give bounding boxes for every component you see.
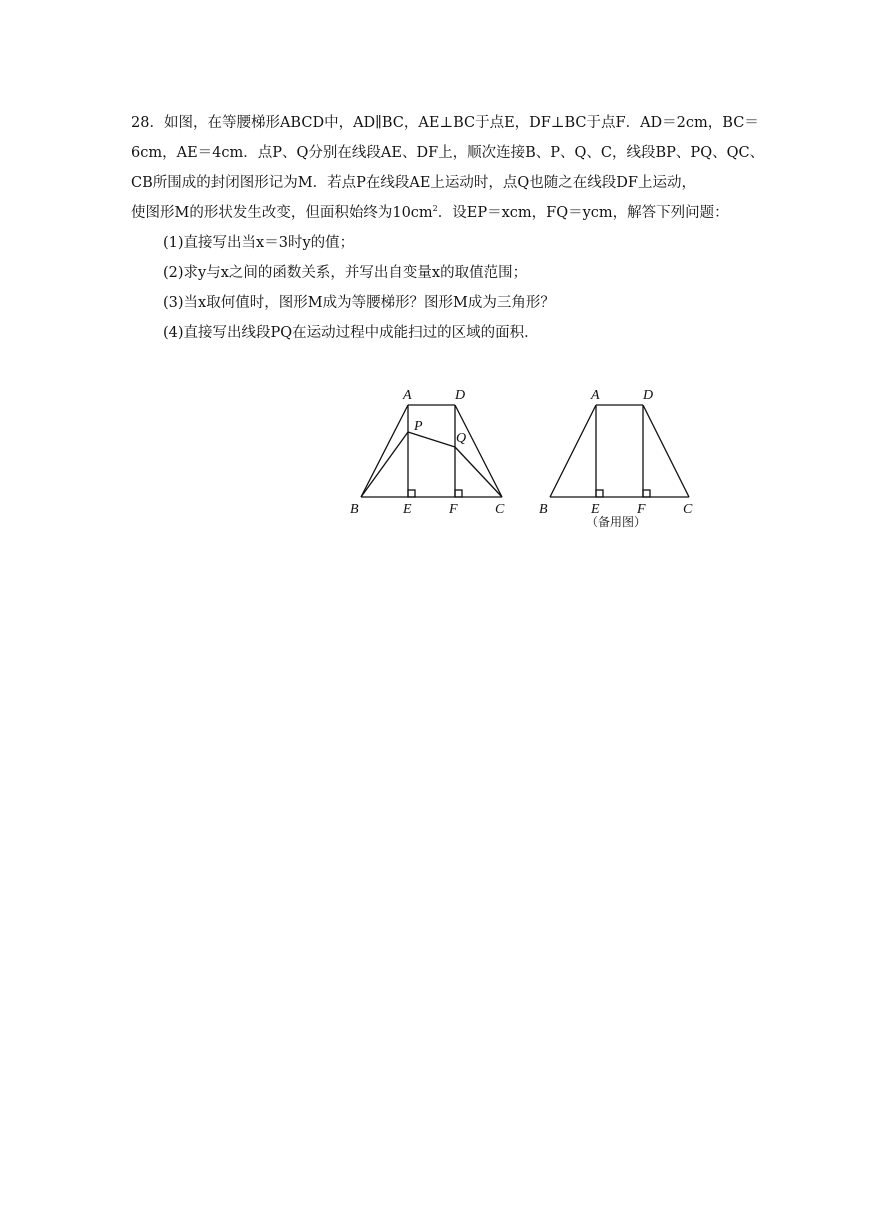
label-D: D	[455, 388, 466, 403]
label-F: F	[637, 502, 646, 517]
label-A: A	[591, 388, 600, 403]
segment-DC	[643, 405, 689, 497]
right-angle-mark-F	[455, 490, 462, 497]
question-3: (3)当x取何值时，图形M成为等腰梯形？图形M成为三角形？	[163, 295, 555, 311]
label-A: A	[403, 388, 412, 403]
label-D: D	[643, 388, 654, 403]
segment-PQ	[408, 432, 455, 447]
right-angle-mark-E	[408, 490, 415, 497]
segment-AB	[550, 405, 596, 497]
right-angle-mark-E	[596, 490, 603, 497]
problem-number: 28．	[131, 115, 164, 131]
figure-trapezoid-spare	[535, 380, 705, 530]
label-C: C	[683, 502, 693, 517]
problem-text-1: 如图，在等腰梯形ABCD中，AD∥BC，AE⊥BC于点E，DF⊥BC于点F．AD＝2cm，BC＝	[163, 115, 759, 131]
label-B: B	[539, 502, 548, 517]
superscript-2: 2	[432, 204, 438, 213]
question-4: (4)直接写出线段PQ在运动过程中成能扫过的区域的面积．	[163, 325, 539, 341]
problem-line-2: 6cm，AE＝4cm．点P、Q分别在线段AE、DF上，顺次连接B、P、Q、C，线段BP、PQ、QC、	[131, 145, 765, 161]
label-B: B	[350, 502, 359, 517]
question-2: (2)求y与x之间的函数关系，并写出自变量x的取值范围；	[163, 265, 528, 281]
label-P: P	[414, 419, 423, 434]
problem-line-3: CB所围成的封闭图形记为M．若点P在线段AE上运动时，点Q也随之在线段DF上运动，	[131, 175, 696, 191]
label-E: E	[591, 502, 600, 517]
problem-28	[131, 108, 765, 348]
figure-trapezoid-main	[340, 380, 530, 530]
problem-text-4b: ．设EP＝xcm，FQ＝ycm，解答下列问题：	[437, 205, 729, 221]
label-E: E	[403, 502, 412, 517]
problem-line-1	[131, 108, 759, 138]
right-angle-mark-F	[643, 490, 650, 497]
problem-line-4	[131, 198, 751, 228]
segment-BP	[361, 432, 408, 497]
segment-DC	[455, 405, 502, 497]
label-Q: Q	[456, 431, 467, 446]
problem-text-4a: 使图形M的形状发生改变，但面积始终为10cm	[131, 205, 433, 221]
figure-caption: （备用图）	[586, 515, 647, 529]
label-C: C	[495, 502, 505, 517]
question-1: (1)直接写出当x＝3时y的值；	[163, 235, 355, 251]
segment-AB	[361, 405, 408, 497]
label-F: F	[449, 502, 458, 517]
